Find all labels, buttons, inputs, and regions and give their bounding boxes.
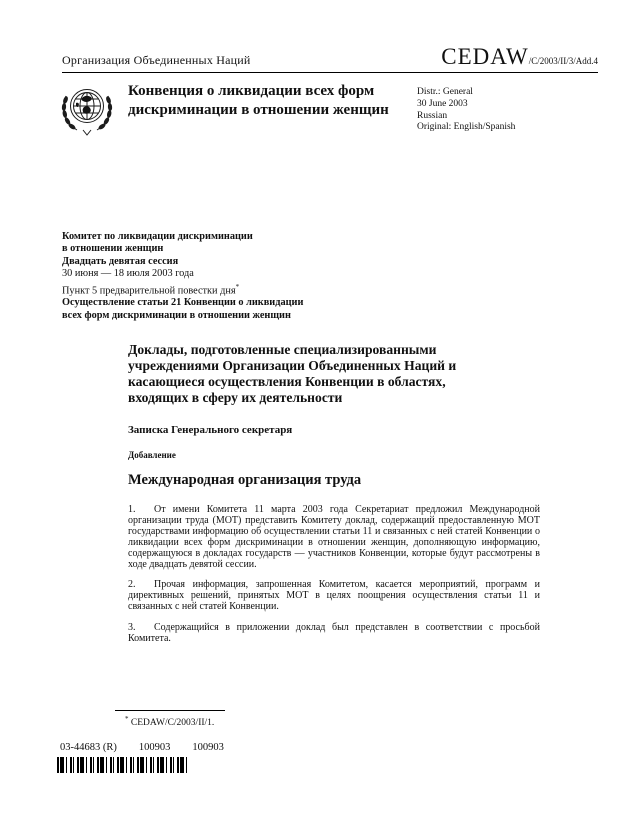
doc-number: 03-44683 (R) <box>60 742 117 753</box>
paragraph-number: 1. <box>128 504 136 515</box>
paragraph-text: Содержащийся в приложении доклад был представлен в соответствии с просьбой Комитета. <box>128 622 540 645</box>
date-line: 30 June 2003 <box>417 98 468 109</box>
original-line: Original: English/Spanish <box>417 122 516 133</box>
agenda-footnote-mark: * <box>235 282 240 291</box>
paragraph-text: От имени Комитета 11 марта 2003 года Секретариат предложил Международной организации труда (МОТ) представить Комитету доклад, содержащий предоставленную МОТ государствами информацию об осуществлении статьи 11 и связанных с ней статей Конвенции о ликвидации всех форм дискриминации в отношении женщин, дополняющую информацию, содержащуюся в докладах государств — участников Конвенции, которые будут рассмотрены в ходе двадцать девятой сессии. <box>128 504 540 570</box>
document-subtitle: Записка Генерального секретаря <box>128 424 293 436</box>
committee-name-line1: Комитет по ликвидации дискриминации <box>62 231 253 242</box>
barcode <box>57 757 187 773</box>
committee-name-line2: в отношении женщин <box>62 243 164 255</box>
footer-document-number <box>60 742 224 753</box>
section-heading: Международная организация труда <box>128 472 362 488</box>
distr-line: Distr.: General <box>417 87 473 97</box>
session-title: Двадцать девятая сессия <box>62 255 179 267</box>
convention-title: Конвенция о ликвидации всех форм дискриминации в отношении женщин <box>128 83 389 118</box>
paragraph-1 <box>128 505 540 570</box>
paragraph-text: Прочая информация, запрошенная Комитетом, касается мероприятий, программ и директивных решений, принятых МОТ в целях поощрения осуществления статьи 11 и связанных с ней статей Конвенции. <box>128 579 540 613</box>
org-name: Организация Объединенных Наций <box>62 53 251 67</box>
header-rule <box>62 72 598 73</box>
agenda-item: Пункт 5 предварительной повестки дня* <box>62 282 240 297</box>
distribution-block <box>417 87 597 134</box>
language-line: Russian <box>417 110 448 121</box>
document-symbol <box>441 44 598 70</box>
main-content <box>128 342 540 655</box>
document-symbol-suffix: /C/2003/II/3/Add.4 <box>528 56 598 66</box>
document-symbol-prefix: CEDAW <box>441 44 529 69</box>
footnote <box>115 710 355 728</box>
session-dates: 30 июня — 18 июля 2003 года <box>62 268 194 280</box>
topic-line2: всех форм дискриминации в отношении женщин <box>62 309 291 321</box>
footnote-mark: * <box>125 715 129 723</box>
footer-code-2: 100903 <box>192 742 224 753</box>
document-title: Доклады, подготовленные специализированными учреждениями Организации Объединенных Наций и касающиеся осуществления Конвенции в областях, входящих в сферу их деятельности <box>128 342 457 405</box>
footer-code-1: 100903 <box>138 742 171 753</box>
paragraph-number: 3. <box>128 622 136 634</box>
paragraph-number: 2. <box>128 579 136 591</box>
un-emblem-icon <box>56 80 118 142</box>
topic-line1: Осуществление статьи 21 Конвенции о ликвидации <box>62 297 304 309</box>
addendum-label: Добавление <box>128 450 176 460</box>
footnote-text: * CEDAW/C/2003/II/1. <box>125 715 215 729</box>
masthead <box>62 44 598 72</box>
committee-block <box>62 231 392 322</box>
paragraph-3 <box>128 623 540 645</box>
paragraph-2 <box>128 580 540 613</box>
footnote-rule <box>115 710 225 711</box>
